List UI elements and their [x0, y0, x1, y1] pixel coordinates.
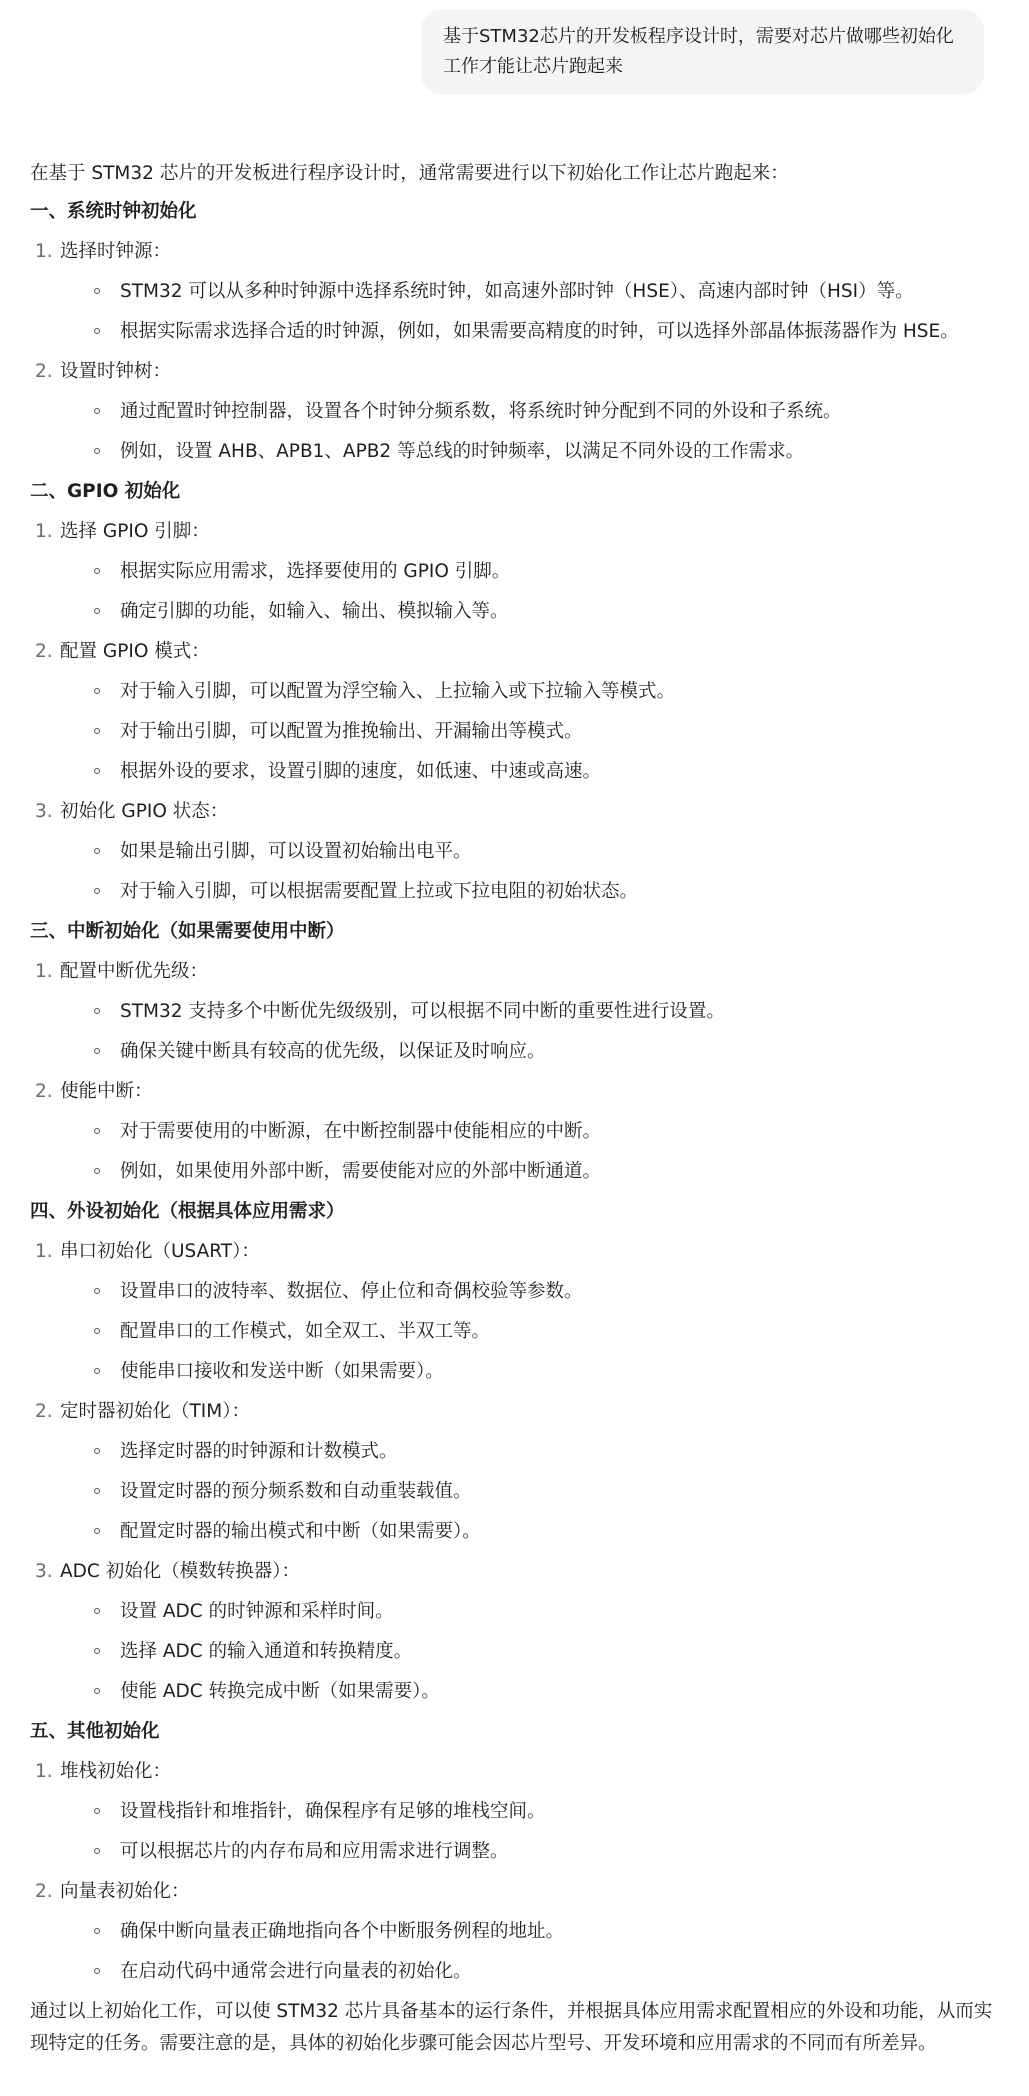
bullet-text: 可以根据芯片的内存布局和应用需求进行调整。	[120, 1841, 509, 1862]
bullet-list-item	[60, 1312, 999, 1352]
bullet-list	[60, 992, 999, 1072]
bullet-text: STM32 支持多个中断优先级级别，可以根据不同中断的重要性进行设置。	[120, 1001, 725, 1022]
bullet-text: 配置定时器的输出模式和中断（如果需要）。	[120, 1521, 481, 1542]
hollow-circle-bullet-icon	[94, 1808, 100, 1814]
list-item-label: 定时器初始化（TIM）：	[60, 1401, 250, 1422]
bullet-list-item	[60, 1112, 999, 1152]
bullet-text: 对于输入引脚，可以配置为浮空输入、上拉输入或下拉输入等模式。	[120, 681, 676, 702]
list-item-label: 选择 GPIO 引脚：	[60, 521, 210, 542]
reply-sections	[30, 192, 999, 1992]
hollow-circle-bullet-icon	[94, 1448, 100, 1454]
bullet-text: 设置串口的波特率、数据位、停止位和奇偶校验等参数。	[120, 1281, 583, 1302]
hollow-circle-bullet-icon	[94, 1128, 100, 1134]
bullet-list-item	[60, 1912, 999, 1952]
list-number: 2.	[35, 1881, 53, 1902]
bullet-text: 设置栈指针和堆指针，确保程序有足够的堆栈空间。	[120, 1801, 546, 1822]
bullet-list-item	[60, 272, 999, 312]
user-message-row	[30, 0, 999, 94]
numbered-list-item	[30, 1392, 999, 1552]
bullet-list-item	[60, 392, 999, 432]
bullet-list-item	[60, 1792, 999, 1832]
numbered-list-item	[30, 1072, 999, 1192]
list-number: 3.	[35, 801, 53, 822]
list-number: 1.	[35, 521, 53, 542]
hollow-circle-bullet-icon	[94, 1488, 100, 1494]
bullet-list-item	[60, 1152, 999, 1192]
bullet-text: 使能 ADC 转换完成中断（如果需要）。	[120, 1681, 440, 1702]
section-heading: 五、其他初始化	[30, 1721, 160, 1742]
list-number: 3.	[35, 1561, 53, 1582]
section-heading: 二、GPIO 初始化	[30, 481, 181, 502]
bullet-list	[60, 552, 999, 632]
list-item-label: 配置中断优先级：	[60, 961, 209, 982]
bullet-text: 对于输入引脚，可以根据需要配置上拉或下拉电阻的初始状态。	[120, 881, 639, 902]
bullet-list-item	[60, 1952, 999, 1992]
numbered-list-item	[30, 632, 999, 792]
list-number: 2.	[35, 641, 53, 662]
bullet-list-item	[60, 672, 999, 712]
bullet-text: 设置定时器的预分频系数和自动重装载值。	[120, 1481, 472, 1502]
bullet-list	[60, 1792, 999, 1872]
section-heading: 三、中断初始化（如果需要使用中断）	[30, 921, 345, 942]
list-item-label: 使能中断：	[60, 1081, 153, 1102]
section-heading: 四、外设初始化（根据具体应用需求）	[30, 1201, 345, 1222]
bullet-list-item	[60, 1352, 999, 1392]
numbered-list-item	[30, 792, 999, 912]
bullet-list	[60, 832, 999, 912]
hollow-circle-bullet-icon	[94, 448, 100, 454]
hollow-circle-bullet-icon	[94, 1168, 100, 1174]
hollow-circle-bullet-icon	[94, 728, 100, 734]
list-number: 1.	[35, 1761, 53, 1782]
bullet-list-item	[60, 1032, 999, 1072]
bullet-list-item	[60, 1632, 999, 1672]
bullet-list-item	[60, 992, 999, 1032]
hollow-circle-bullet-icon	[94, 1368, 100, 1374]
hollow-circle-bullet-icon	[94, 848, 100, 854]
numbered-list-item	[30, 1872, 999, 1992]
bullet-text: 确保中断向量表正确地指向各个中断服务例程的地址。	[120, 1921, 565, 1942]
bullet-list-item	[60, 752, 999, 792]
user-message-bubble: 基于STM32芯片的开发板程序设计时，需要对芯片做哪些初始化工作才能让芯片跑起来	[421, 10, 984, 94]
list-number: 1.	[35, 961, 53, 982]
bullet-text: 根据实际应用需求，选择要使用的 GPIO 引脚。	[120, 561, 511, 582]
numbered-list	[30, 1752, 999, 1992]
numbered-list	[30, 952, 999, 1192]
bullet-text: 确定引脚的功能，如输入、输出、模拟输入等。	[120, 601, 509, 622]
bullet-list-item	[60, 1672, 999, 1712]
hollow-circle-bullet-icon	[94, 1648, 100, 1654]
bullet-list-item	[60, 1592, 999, 1632]
bullet-text: 对于输出引脚，可以配置为推挽输出、开漏输出等模式。	[120, 721, 583, 742]
bullet-list-item	[60, 312, 999, 352]
section-heading: 一、系统时钟初始化	[30, 201, 197, 222]
reply-outro: 通过以上初始化工作，可以使 STM32 芯片具备基本的运行条件，并根据具体应用需求配置相应的外设和功能，从而实现特定的任务。需要注意的是，具体的初始化步骤可能会因芯片型号、开发环境和应用需求的不同而有所差异。	[30, 2001, 993, 2054]
hollow-circle-bullet-icon	[94, 1928, 100, 1934]
list-item-label: ADC 初始化（模数转换器）：	[60, 1561, 300, 1582]
bullet-text: 根据外设的要求，设置引脚的速度，如低速、中速或高速。	[120, 761, 602, 782]
bullet-list-item	[60, 1272, 999, 1312]
hollow-circle-bullet-icon	[94, 1608, 100, 1614]
bullet-text: 设置 ADC 的时钟源和采样时间。	[120, 1601, 394, 1622]
numbered-list-item	[30, 352, 999, 472]
list-number: 1.	[35, 241, 53, 262]
bullet-text: 选择 ADC 的输入通道和转换精度。	[120, 1641, 413, 1662]
bullet-list	[60, 1112, 999, 1192]
hollow-circle-bullet-icon	[94, 568, 100, 574]
bullet-list-item	[60, 1472, 999, 1512]
hollow-circle-bullet-icon	[94, 328, 100, 334]
bullet-list-item	[60, 592, 999, 632]
bullet-text: 通过配置时钟控制器，设置各个时钟分频系数，将系统时钟分配到不同的外设和子系统。	[120, 401, 842, 422]
hollow-circle-bullet-icon	[94, 1288, 100, 1294]
list-item-label: 初始化 GPIO 状态：	[60, 801, 229, 822]
numbered-list-item	[30, 512, 999, 632]
numbered-list-item	[30, 1232, 999, 1392]
bullet-text: 确保关键中断具有较高的优先级，以保证及时响应。	[120, 1041, 546, 1062]
list-number: 2.	[35, 1401, 53, 1422]
bullet-text: 例如，如果使用外部中断，需要使能对应的外部中断通道。	[120, 1161, 602, 1182]
hollow-circle-bullet-icon	[94, 1688, 100, 1694]
numbered-list	[30, 1232, 999, 1712]
list-item-label: 选择时钟源：	[60, 241, 172, 262]
hollow-circle-bullet-icon	[94, 608, 100, 614]
bullet-list	[60, 672, 999, 792]
numbered-list	[30, 232, 999, 472]
hollow-circle-bullet-icon	[94, 1048, 100, 1054]
bullet-list-item	[60, 872, 999, 912]
bullet-list	[60, 1272, 999, 1392]
list-item-label: 串口初始化（USART）：	[60, 1241, 260, 1262]
hollow-circle-bullet-icon	[94, 888, 100, 894]
hollow-circle-bullet-icon	[94, 1848, 100, 1854]
bullet-text: STM32 可以从多种时钟源中选择系统时钟，如高速外部时钟（HSE）、高速内部时钟（HSI）等。	[120, 281, 914, 302]
hollow-circle-bullet-icon	[94, 288, 100, 294]
bullet-text: 使能串口接收和发送中断（如果需要）。	[120, 1361, 444, 1382]
hollow-circle-bullet-icon	[94, 1528, 100, 1534]
bullet-list	[60, 1592, 999, 1712]
list-item-label: 配置 GPIO 模式：	[60, 641, 210, 662]
assistant-reply	[30, 154, 999, 2060]
bullet-list	[60, 1912, 999, 1992]
bullet-list-item	[60, 1832, 999, 1872]
bullet-list	[60, 272, 999, 352]
hollow-circle-bullet-icon	[94, 688, 100, 694]
bullet-text: 配置串口的工作模式，如全双工、半双工等。	[120, 1321, 491, 1342]
bullet-text: 在启动代码中通常会进行向量表的初始化。	[120, 1961, 472, 1982]
list-number: 2.	[35, 1081, 53, 1102]
bullet-text: 根据实际需求选择合适的时钟源，例如，如果需要高精度的时钟，可以选择外部晶体振荡器作为 HSE。	[120, 321, 959, 342]
hollow-circle-bullet-icon	[94, 1968, 100, 1974]
hollow-circle-bullet-icon	[94, 408, 100, 414]
numbered-list	[30, 512, 999, 912]
reply-intro: 在基于 STM32 芯片的开发板进行程序设计时，通常需要进行以下初始化工作让芯片跑起来：	[30, 163, 789, 184]
hollow-circle-bullet-icon	[94, 1008, 100, 1014]
bullet-text: 对于需要使用的中断源，在中断控制器中使能相应的中断。	[120, 1121, 602, 1142]
bullet-list	[60, 1432, 999, 1552]
bullet-list-item	[60, 712, 999, 752]
numbered-list-item	[30, 232, 999, 352]
list-number: 1.	[35, 1241, 53, 1262]
numbered-list-item	[30, 1752, 999, 1872]
bullet-list-item	[60, 432, 999, 472]
hollow-circle-bullet-icon	[94, 768, 100, 774]
list-item-label: 堆栈初始化：	[60, 1761, 172, 1782]
bullet-list-item	[60, 1512, 999, 1552]
bullet-list	[60, 392, 999, 472]
bullet-text: 例如，设置 AHB、APB1、APB2 等总线的时钟频率，以满足不同外设的工作需求。	[120, 441, 805, 462]
bullet-list-item	[60, 552, 999, 592]
bullet-text: 选择定时器的时钟源和计数模式。	[120, 1441, 398, 1462]
list-number: 2.	[35, 361, 53, 382]
bullet-list-item	[60, 832, 999, 872]
bullet-text: 如果是输出引脚，可以设置初始输出电平。	[120, 841, 472, 862]
list-item-label: 设置时钟树：	[60, 361, 172, 382]
bullet-list-item	[60, 1432, 999, 1472]
list-item-label: 向量表初始化：	[60, 1881, 190, 1902]
hollow-circle-bullet-icon	[94, 1328, 100, 1334]
numbered-list-item	[30, 952, 999, 1072]
numbered-list-item	[30, 1552, 999, 1712]
